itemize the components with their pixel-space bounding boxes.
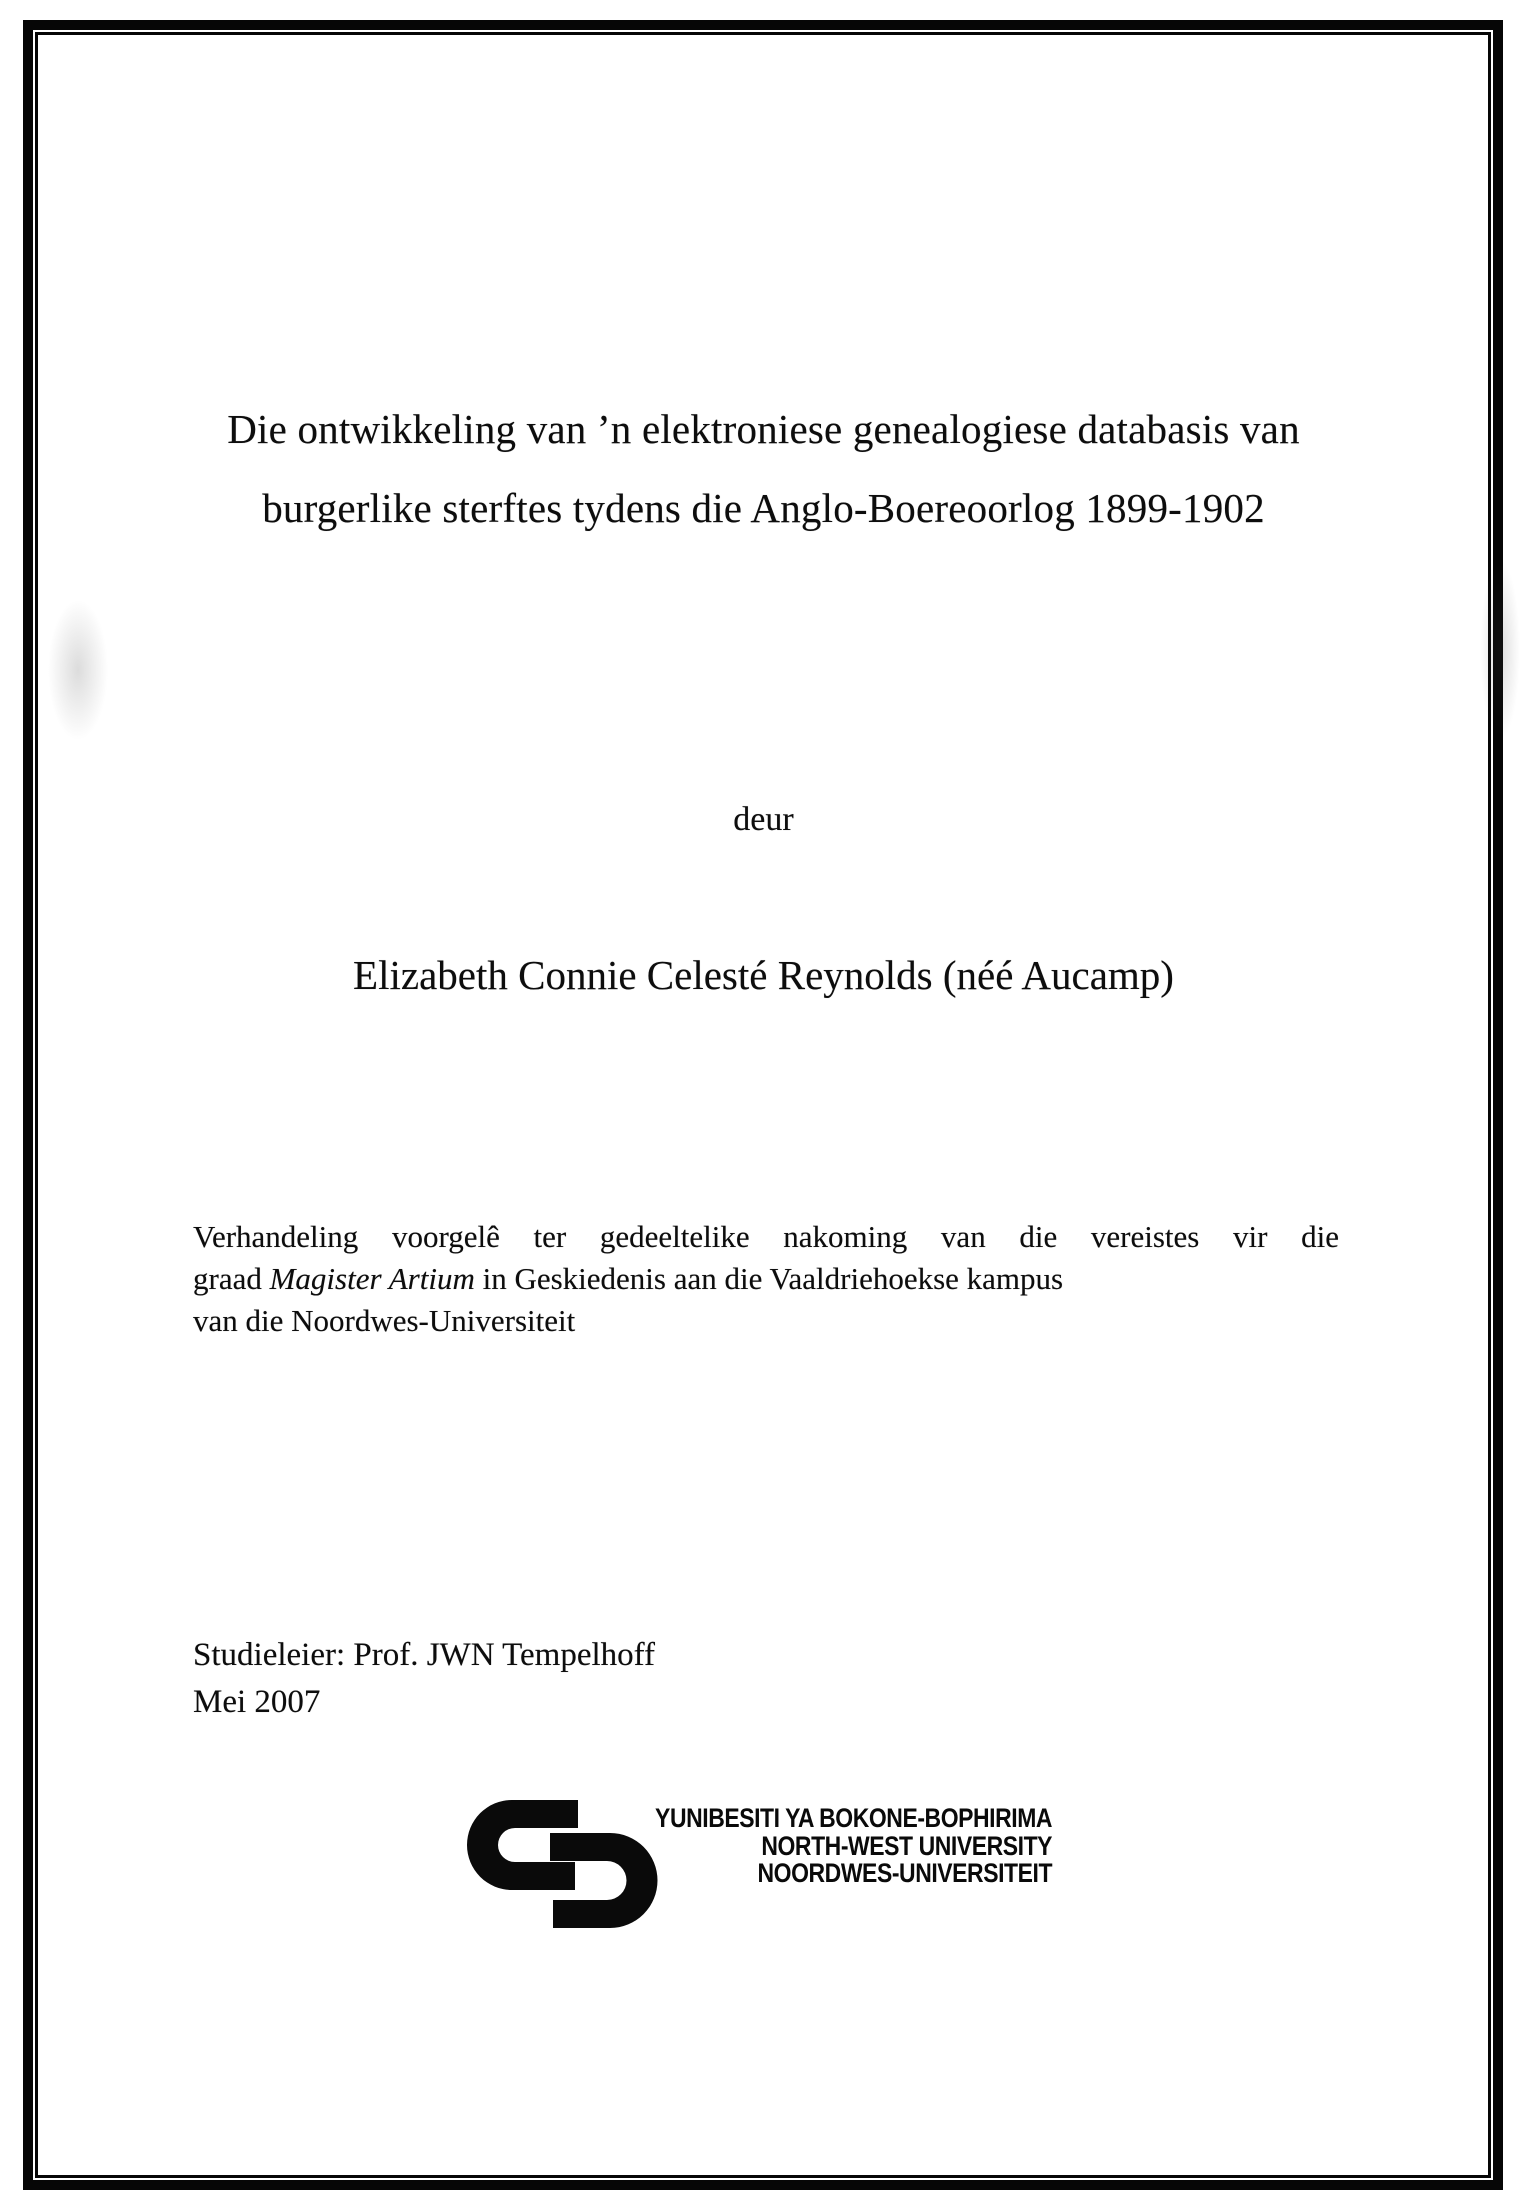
nwu-logo-text <box>655 1805 1052 1888</box>
degree-statement <box>193 1216 1339 1342</box>
scan-smudge <box>1480 560 1520 740</box>
author-name: Elizabeth Connie Celesté Reynolds (néé Aucamp) <box>353 952 1174 998</box>
degree-statement-line-2-post: in Geskiedenis aan die Vaaldriehoekse kampus <box>474 1261 1064 1296</box>
nwu-logo-line-setswana: YUNIBESITI YA BOKONE-BOPHIRIMA <box>654 1803 1052 1833</box>
nwu-logo <box>460 1795 1052 1935</box>
date-line: Mei 2007 <box>193 1684 321 1720</box>
thesis-title <box>0 390 1527 548</box>
degree-statement-line-2-pre: graad <box>193 1261 270 1296</box>
scan-smudge <box>48 600 108 740</box>
degree-statement-line-2 <box>193 1258 1339 1300</box>
thesis-title-line-2: burgerlike sterftes tydens die Anglo-Boereoorlog 1899-1902 <box>262 485 1265 531</box>
degree-statement-line-1: Verhandeling voorgelê ter gedeeltelike nakoming van die vereistes vir die <box>193 1219 1339 1254</box>
nwu-logo-line-english: NORTH-WEST UNIVERSITY <box>761 1830 1052 1861</box>
degree-name-italic: Magister Artium <box>269 1261 475 1296</box>
thesis-title-line-1: Die ontwikkeling van ’n elektroniese genealogiese databasis van <box>227 406 1300 452</box>
nwu-logo-line-afrikaans: NOORDWES-UNIVERSITEIT <box>757 1858 1052 1888</box>
supervisor-line: Studieleier: Prof. JWN Tempelhoff <box>193 1637 656 1673</box>
byline-deur: deur <box>733 801 794 838</box>
supervisor-block <box>193 1632 655 1726</box>
degree-statement-line-3: van die Noordwes-Universiteit <box>193 1303 576 1338</box>
nwu-interlocking-links-icon <box>460 1795 660 1930</box>
